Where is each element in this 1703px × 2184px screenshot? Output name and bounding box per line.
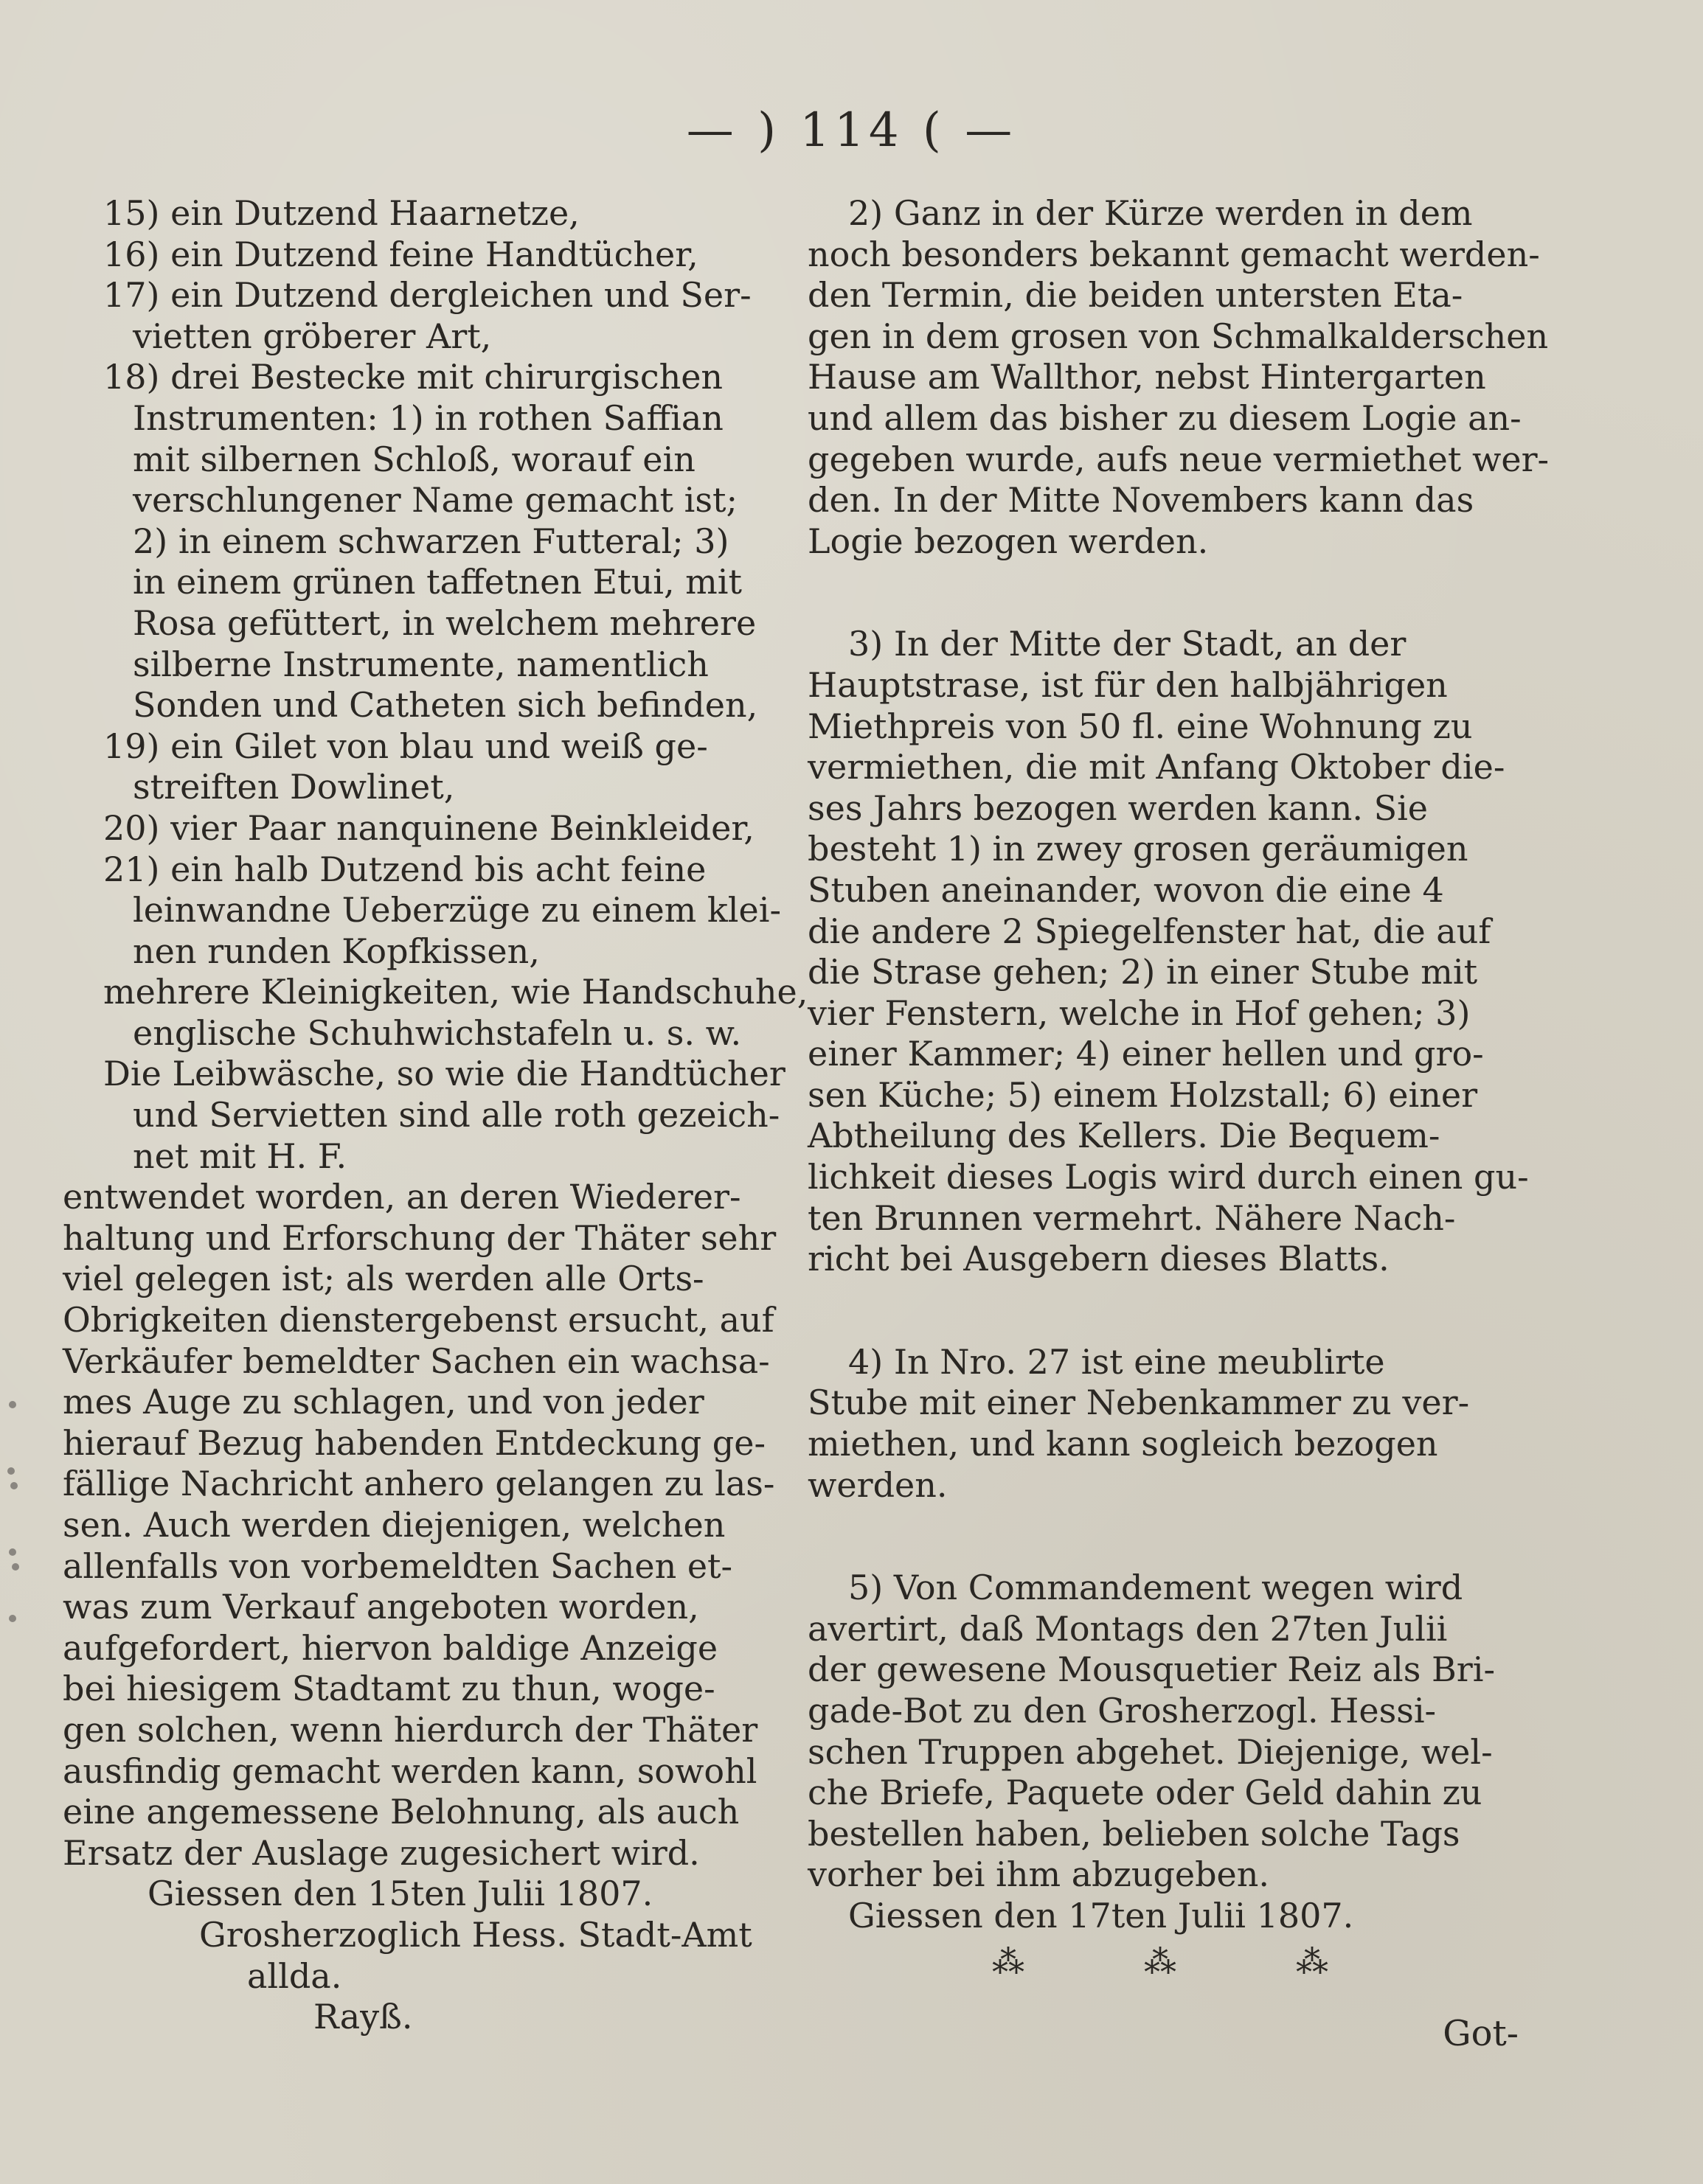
text-line: allenfalls von vorbemeldten Sachen et-: [63, 1545, 733, 1586]
left-column: [63, 193, 808, 2038]
text-line: 2) Ganz in der Kürze werden in dem: [848, 193, 1473, 233]
text-line: haltung und Erforschung der Thäter sehr: [63, 1217, 777, 1258]
text-line: 19) ein Gilet von blau und weiß ge-: [103, 726, 708, 766]
spacer: [808, 1506, 1523, 1568]
text-line: net mit H. F.: [133, 1136, 347, 1176]
asterism-icon: ⁂: [1296, 1943, 1339, 1981]
text-line: 5) Von Commandement wegen wird: [848, 1568, 1463, 1608]
text-line: noch besonders bekannt gemacht werden-: [808, 234, 1540, 274]
text-line: besteht 1) in zwey grosen geräumigen: [808, 829, 1468, 869]
text-line: vermiethen, die mit Anfang Oktober die-: [808, 747, 1505, 787]
text-line: 17) ein Dutzend dergleichen und Ser-: [103, 275, 752, 316]
dateline: Giessen den 17ten Julii 1807.: [848, 1895, 1354, 1936]
text-line: Hauptstrase, ist für den halbjährigen: [808, 664, 1448, 705]
text-line: Obrigkeiten dienstergebenst ersucht, auf: [63, 1300, 774, 1340]
text-line: vorher bei ihm abzugeben.: [808, 1854, 1270, 1895]
text-line: hierauf Bezug habenden Entdeckung ge-: [63, 1422, 766, 1463]
text-line: 3) In der Mitte der Stadt, an der: [848, 624, 1407, 664]
text-line: 18) drei Bestecke mit chirurgischen: [103, 357, 724, 397]
right-column: [808, 193, 1550, 1989]
text-line: gen in dem grosen von Schmalkalderschen: [808, 316, 1549, 356]
text-line: ausfindig gemacht werden kann, sowohl: [63, 1750, 757, 1791]
text-line: mes Auge zu schlagen, und von jeder: [63, 1382, 704, 1422]
text-line: Die Leibwäsche, so wie die Handtücher: [103, 1054, 785, 1094]
notice-item-2: [808, 193, 1550, 562]
text-line: Instrumenten: 1) in rothen Saffian: [133, 397, 724, 438]
text-line: mit silbernen Schloß, worauf ein: [133, 439, 696, 479]
text-line: gade-Bot zu den Grosherzogl. Hessi-: [808, 1691, 1437, 1731]
text-line: leinwandne Ueberzüge zu einem klei-: [133, 890, 781, 931]
text-line: che Briefe, Paquete oder Geld dahin zu: [808, 1773, 1482, 1813]
spacer: [808, 1280, 1523, 1342]
text-line: miethen, und kann sogleich bezogen: [808, 1424, 1438, 1464]
text-line: gegeben wurde, aufs neue vermiethet wer-: [808, 439, 1550, 479]
text-line: Abtheilung des Kellers. Die Bequem-: [808, 1116, 1440, 1156]
binding-holes: [6, 1401, 28, 1637]
text-line: 4) In Nro. 27 ist eine meublirte: [848, 1341, 1385, 1382]
dateline: Giessen den 15ten Julii 1807.: [148, 1874, 653, 1914]
notice-item-4: [808, 1342, 1523, 1506]
text-line: Rosa gefüttert, in welchem mehrere: [133, 602, 757, 643]
spacer: [808, 562, 1523, 624]
text-line: Stuben aneinander, wovon die eine 4: [808, 869, 1444, 910]
text-line: Logie bezogen werden.: [808, 521, 1209, 561]
text-line: avertirt, daß Montags den 27ten Julii: [808, 1608, 1448, 1649]
office-signature: Grosherzoglich Hess. Stadt-Amt: [199, 1914, 752, 1955]
text-line: 15) ein Dutzend Haarnetze,: [103, 193, 580, 233]
text-line: eine angemessene Belohnung, als auch: [63, 1792, 740, 1832]
asterism-icon: ⁂: [992, 1943, 1035, 1981]
text-line: werden.: [808, 1464, 948, 1505]
text-line: in einem grünen taffetnen Etui, mit: [133, 562, 743, 602]
text-line: fällige Nachricht anhero gelangen zu las-: [63, 1464, 775, 1504]
text-line: bei hiesigem Stadtamt zu thun, woge-: [63, 1669, 715, 1709]
text-line: lichkeit dieses Logis wird durch einen gu-: [808, 1157, 1529, 1197]
text-line: was zum Verkauf angeboten worden,: [63, 1587, 699, 1627]
text-line: viel gelegen ist; als werden alle Orts-: [63, 1259, 704, 1299]
text-line: entwendet worden, an deren Wiederer-: [63, 1177, 741, 1217]
ornament-asterisms: [808, 1937, 1523, 1989]
text-line: streiften Dowlinet,: [133, 767, 455, 807]
text-line: die andere 2 Spiegelfenster hat, die auf: [808, 911, 1491, 951]
catchword: Got-: [1443, 2013, 1519, 2054]
text-line: den. In der Mitte Novembers kann das: [808, 480, 1474, 521]
text-line: Sonden und Catheten sich befinden,: [133, 685, 758, 726]
text-line: vietten gröberer Art,: [133, 316, 492, 356]
text-line: englische Schuhwichstafeln u. s. w.: [133, 1012, 742, 1053]
text-line: ses Jahrs bezogen werden kann. Sie: [808, 787, 1429, 828]
page-number-header: — ) 114 ( —: [686, 103, 1017, 158]
text-line: 20) vier Paar nanquinene Beinkleider,: [103, 807, 755, 848]
text-line: 16) ein Dutzend feine Handtücher,: [103, 234, 698, 274]
text-line: 21) ein halb Dutzend bis acht feine: [103, 849, 707, 889]
text-line: nen runden Kopfkissen,: [133, 931, 540, 971]
text-line: und allem das bisher zu diesem Logie an-: [808, 397, 1522, 438]
text-line: aufgefordert, hiervon baldige Anzeige: [63, 1627, 718, 1668]
text-line: sen. Auch werden diejenigen, welchen: [63, 1505, 726, 1545]
text-line: 2) in einem schwarzen Futteral; 3): [133, 521, 729, 561]
text-line: und Servietten sind alle roth gezeich-: [133, 1095, 780, 1136]
text-line: gen solchen, wenn hierdurch der Thäter: [63, 1709, 758, 1750]
text-line: verschlungener Name gemacht ist;: [133, 480, 738, 521]
text-line: silberne Instrumente, namentlich: [133, 644, 709, 684]
asterism-icon: ⁂: [1144, 1943, 1187, 1981]
text-line: richt bei Ausgebern dieses Blatts.: [808, 1239, 1390, 1279]
text-line: bestellen haben, belieben solche Tags: [808, 1813, 1460, 1854]
text-line: sen Küche; 5) einem Holzstall; 6) einer: [808, 1074, 1478, 1115]
text-line: Hause am Wallthor, nebst Hintergarten: [808, 357, 1486, 397]
notice-item-3: [808, 624, 1529, 1280]
text-line: Stube mit einer Nebenkammer zu ver-: [808, 1383, 1470, 1423]
text-line: der gewesene Mousquetier Reiz als Bri-: [808, 1649, 1496, 1690]
text-line: die Strase gehen; 2) in einer Stube mit: [808, 952, 1478, 992]
text-line: Ersatz der Auslage zugesichert wird.: [63, 1832, 700, 1873]
text-line: Miethpreis von 50 fl. eine Wohnung zu: [808, 706, 1473, 746]
text-line: einer Kammer; 4) einer hellen und gro-: [808, 1034, 1484, 1074]
text-line: schen Truppen abgehet. Diejenige, wel-: [808, 1731, 1493, 1772]
text-line: ten Brunnen vermehrt. Nähere Nach-: [808, 1197, 1456, 1238]
text-line: mehrere Kleinigkeiten, wie Handschuhe,: [103, 972, 808, 1012]
office-location: allda.: [247, 1955, 342, 1996]
text-line: Verkäufer bemeldter Sachen ein wachsa-: [63, 1340, 770, 1381]
notice-item-5: [808, 1568, 1523, 1896]
text-line: vier Fenstern, welche in Hof gehen; 3): [808, 992, 1471, 1033]
signatory-name: Rayß.: [313, 1997, 413, 2037]
text-line: den Termin, die beiden untersten Eta-: [808, 275, 1463, 316]
